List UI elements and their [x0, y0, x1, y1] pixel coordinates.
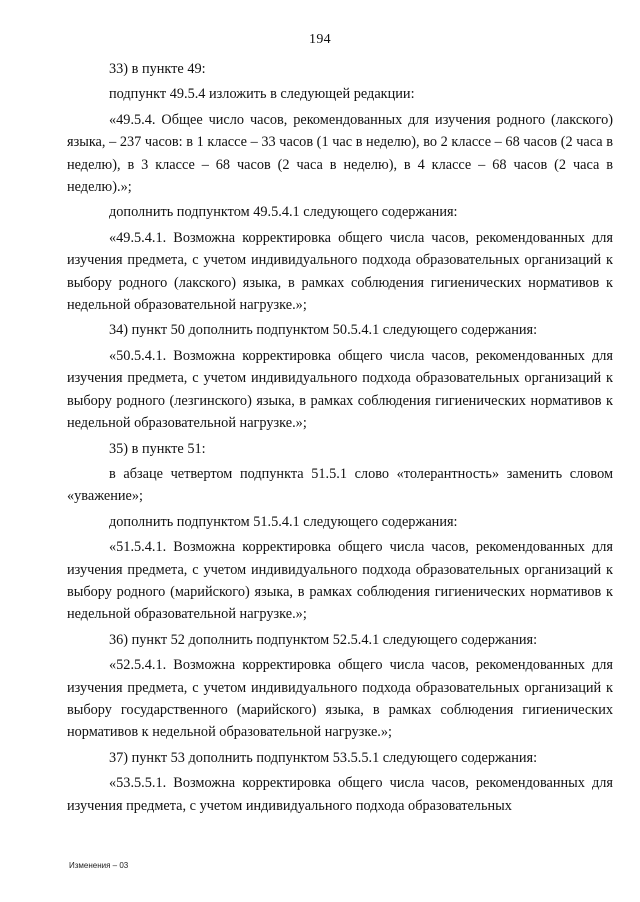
paragraph-49-5-4-1-intro: дополнить подпунктом 49.5.4.1 следующего содержания:	[109, 204, 458, 221]
paragraph-37-heading: 37) пункт 53 дополнить подпунктом 53.5.5.1 следующего содержания:	[109, 749, 538, 766]
document-body	[67, 58, 613, 820]
paragraph-49-5-4-text: «49.5.4. Общее число часов, рекомендованных для изучения родного (лакского) языка, – 237 часов: в 1 классе – 33 часов (1 час в неделю), во 2 классе – 68 часов (2 часа в неделю), в 3 классе – 68 часов (2 часа в неделю), в 4 классе – 68 часов (2 часа в неделю).»;	[67, 111, 613, 196]
page-number: 194	[309, 32, 331, 47]
paragraph-49-5-4-1-text: «49.5.4.1. Возможна корректировка общего числа часов, рекомендованных для изучения предмета, с учетом индивидуального подхода образовательных организаций к выбору родного (лакского) языка, в рамках соблюдения гигиенических нормативов к недельной образовательной нагрузке.»;	[67, 229, 613, 314]
paragraph-51-5-4-1-text: «51.5.4.1. Возможна корректировка общего числа часов, рекомендованных для изучения предмета, с учетом индивидуального подхода образовательных организаций к выбору родного (марийского) языка, в рамках соблюдения гигиенических нормативов к недельной образовательной нагрузке.»;	[67, 539, 613, 623]
paragraph-49-5-4-intro: подпункт 49.5.4 изложить в следующей редакции:	[109, 86, 415, 103]
paragraph-51-5-4-1-intro: дополнить подпунктом 51.5.4.1 следующего содержания:	[109, 513, 458, 530]
paragraph-36-heading: 36) пункт 52 дополнить подпунктом 52.5.4.1 следующего содержания:	[109, 631, 538, 648]
footer-label: Изменения – 03	[69, 861, 129, 870]
paragraph-33-heading: 33) в пункте 49:	[109, 61, 206, 77]
paragraph-51-5-1-amendment: в абзаце четвертом подпункта 51.5.1 слово «толерантность» заменить словом «уважение»;	[67, 465, 613, 505]
paragraph-53-5-5-1-text: «53.5.5.1. Возможна корректировка общего числа часов, рекомендованных для изучения предмета, с учетом индивидуального подхода образовательных	[67, 775, 613, 814]
paragraph-34-heading: 34) пункт 50 дополнить подпунктом 50.5.4.1 следующего содержания:	[109, 322, 538, 339]
paragraph-52-5-4-1-text: «52.5.4.1. Возможна корректировка общего числа часов, рекомендованных для изучения предмета, с учетом индивидуального подхода образовательных организаций к выбору государственного (марийского) языка, в рамках соблюдения гигиенических нормативов к недельной образовательной нагрузке.»;	[67, 657, 613, 741]
paragraph-50-5-4-1-text: «50.5.4.1. Возможна корректировка общего числа часов, рекомендованных для изучения предмета, с учетом индивидуального подхода образовательных организаций к выбору родного (лезгинского) языка, в рамках соблюдения гигиенических нормативов к недельной образовательной нагрузке.»;	[67, 347, 613, 432]
paragraph-35-heading: 35) в пункте 51:	[109, 440, 206, 457]
